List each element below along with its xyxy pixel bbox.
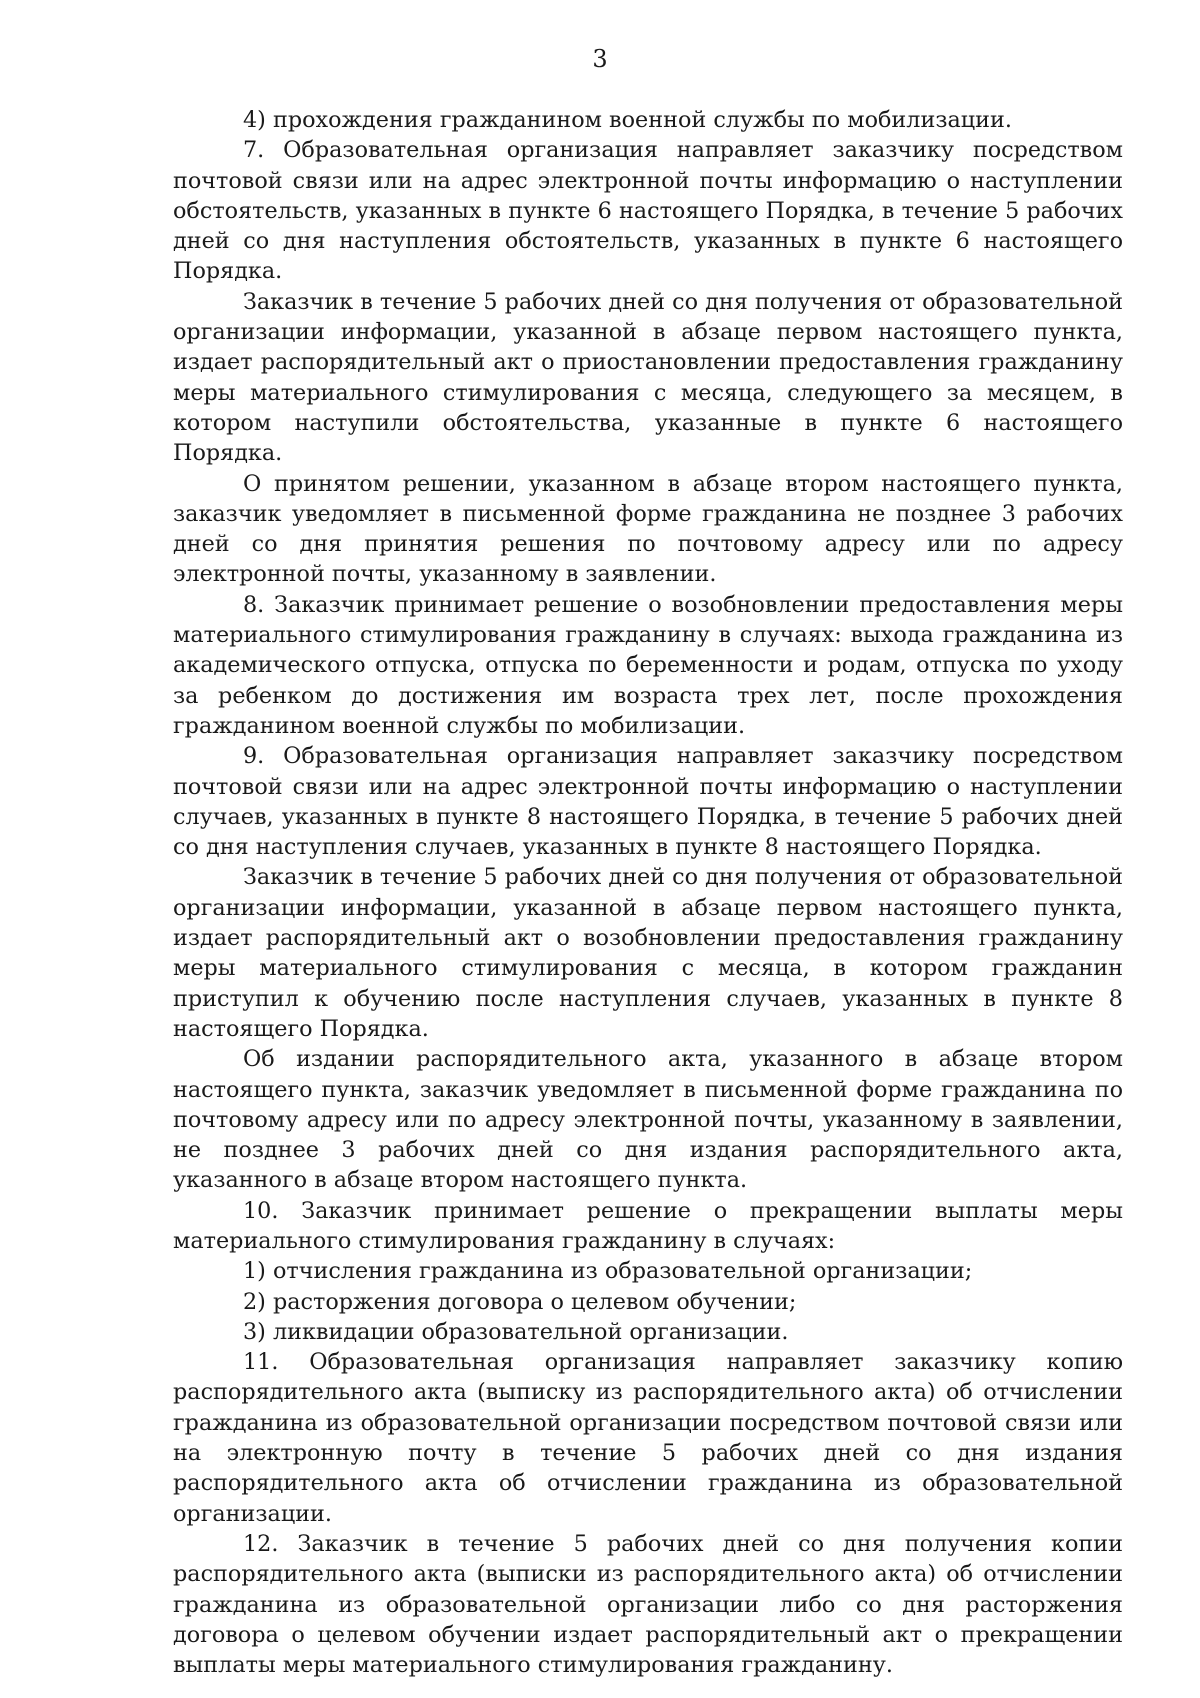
paragraph-clause-7-suspension-act: Заказчик в течение 5 рабочих дней со дня получения от образовательной организации информации, указанной в абзаце первом настоящего пункта, издает распорядительный акт о приостановлении предоставления гражданину меры материального стимулирования с месяца, следующего за месяцем, в котором наступили обстоятельства, указанные в пункте 6 настоящего Порядка. [173,288,1123,467]
paragraph-clause-7: 7. Образовательная организация направляет заказчику посредством почтовой связи или на адрес электронной почты информацию о наступлении обстоятельств, указанных в пункте 6 настоящего Порядка, в течение 5 рабочих дней со дня наступления обстоятельств, указанных в пункте 6 настоящего Порядка. [173,137,1123,285]
paragraph-item-4-mobilization: 4) прохождения гражданином военной службы по мобилизации. [243,107,1012,133]
paragraph-clause-10-item-1: 1) отчисления гражданина из образовательной организации; [243,1258,973,1285]
paragraph-clause-9: 9. Образовательная организация направляет заказчику посредством почтовой связи или на адрес электронной почты информацию о наступлении случаев, указанных в пункте 8 настоящего Порядка, в течение 5 рабочих дней со дня наступления случаев, указанных в пункте 8 настоящего Порядка. [173,743,1123,861]
paragraph-clause-8: 8. Заказчик принимает решение о возобновлении предоставления меры материального стимулирования гражданину в случаях: выхода гражданина из академического отпуска, отпуска по беременности и родам, отпуска по уходу за ребенком до достижения им возраста трех лет, после прохождения гражданином военной службы по мобилизации. [173,591,1123,739]
paragraph-clause-9-resumption-act: Заказчик в течение 5 рабочих дней со дня получения от образовательной организации информации, указанной в абзаце первом настоящего пункта, издает распорядительный акт о возобновлении предоставления гражданину меры материального стимулирования с месяца, в котором гражданин приступил к обучению после наступления случаев, указанных в пункте 8 настоящего Порядка. [173,864,1123,1042]
paragraph-clause-10-item-3: 3) ликвидации образовательной организации. [243,1318,789,1345]
paragraph-clause-12: 12. Заказчик в течение 5 рабочих дней со дня получения копии распорядительного акта (выписки из распорядительного акта) об отчислении гражданина из образовательной организации либо со дня расторжения договора о целевом обучении издает распорядительный акт о прекращении выплаты меры материального стимулирования гражданину. [173,1530,1123,1679]
paragraph-clause-10-item-2: 2) расторжения договора о целевом обучении; [243,1288,797,1315]
paragraph-clause-9-notification: Об издании распорядительного акта, указанного в абзаце втором настоящего пункта, заказчик уведомляет в письменной форме гражданина по почтовому адресу или по адресу электронной почты, указанному в заявлении, не позднее 3 рабочих дней со дня издания распорядительного акта, указанного в абзаце втором настоящего пункта. [173,1046,1123,1194]
page-number: 3 [592,45,608,73]
paragraph-clause-11: 11. Образовательная организация направляет заказчику копию распорядительного акта (выписку из распорядительного акта) об отчислении гражданина из образовательной организации посредством почтовой связи или на электронную почту в течение 5 рабочих дней со дня издания распорядительного акта об отчислении гражданина из образовательной организации. [173,1349,1123,1527]
paragraph-clause-10: 10. Заказчик принимает решение о прекращении выплаты меры материального стимулирования гражданину в случаях: [173,1197,1123,1254]
document-body [173,105,1123,1680]
paragraph-clause-7-notification: О принятом решении, указанном в абзаце втором настоящего пункта, заказчик уведомляет в письменной форме гражданина не позднее 3 рабочих дней со дня принятия решения по почтовому адресу или по адресу электронной почты, указанному в заявлении. [173,470,1123,588]
